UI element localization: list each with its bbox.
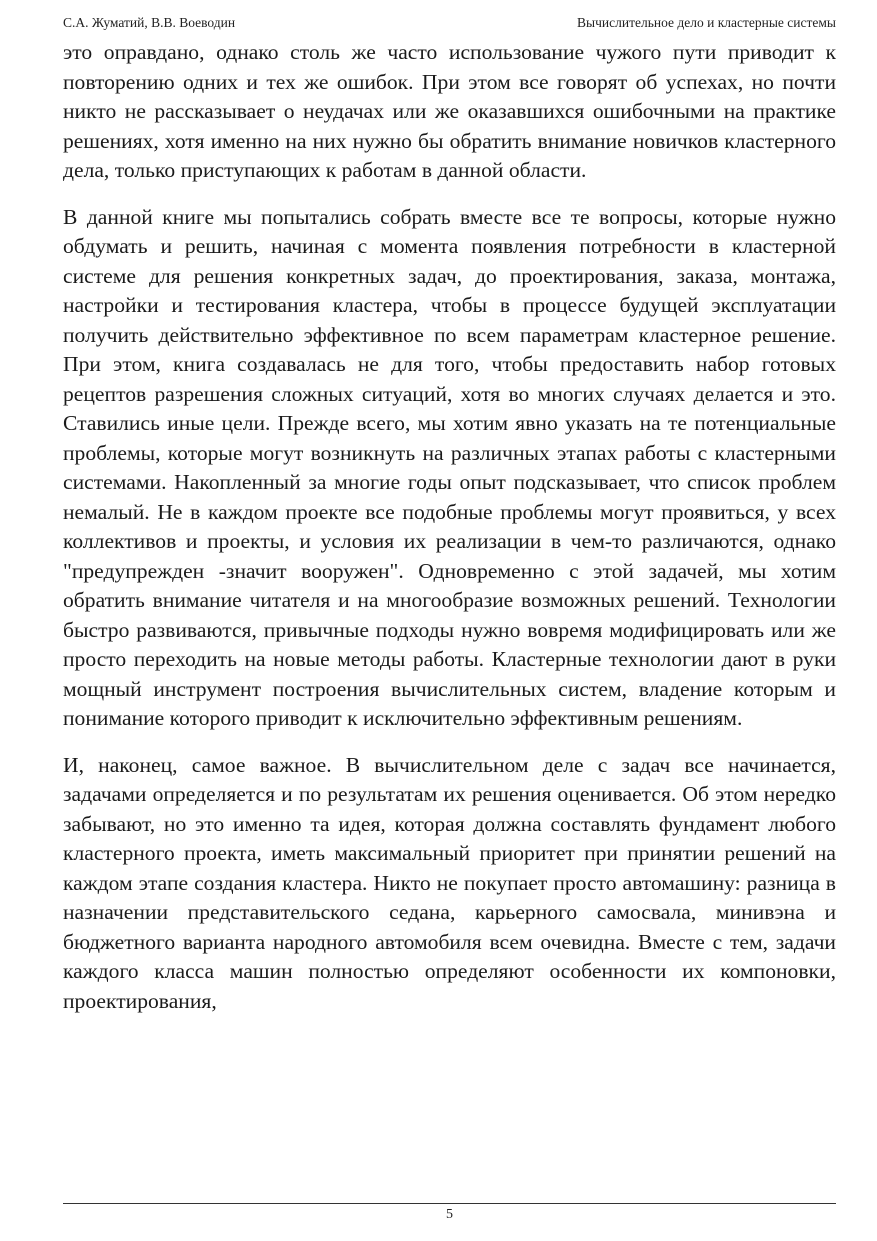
paragraph-1: это оправдано, однако столь же часто использование чужого пути приводит к повторению одних и тех же ошибок. При этом все говорят об успехах, но почти никто не рассказывает о неудачах или же оказавшихся ошибочными на практике решениях, хотя именно на них нужно бы обратить внимание новичков кластерного дела, только приступающих к работам в данной области. bbox=[63, 40, 836, 182]
page-body bbox=[63, 38, 836, 1016]
header-book-title: Вычислительное дело и кластерные системы bbox=[577, 15, 836, 30]
paragraph-3: И, наконец, самое важное. В вычислительном деле с задач все начинается, задачами определяется и по результатам их решения оценивается. Об этом нередко забывают, но это именно та идея, которая должна составлять фундамент любого кластерного проекта, иметь максимальный приоритет при принятии решений на каждом этапе создания кластера. Никто не покупает просто автомашину: разница в назначении представительского седана, карьерного самосвала, минивэна и бюджетного варианта народного автомобиля всем очевидна. Вместе с тем, задачи каждого класса машин полностью определяют особенности их компоновки, проектирования, bbox=[63, 752, 836, 1013]
paragraph-2: В данной книге мы попытались собрать вместе все те вопросы, которые нужно обдумать и решить, начиная с момента появления потребности в кластерной системе для решения конкретных задач, до проектирования, заказа, монтажа, настройки и тестирования кластера, чтобы в процессе будущей эксплуатации получить действительно эффективное по всем параметрам кластерное решение. При этом, книга создавалась не для того, чтобы предоставить набор готовых рецептов разрешения сложных ситуаций, хотя во многих случаях делается и это. Ставились иные цели. Прежде всего, мы хотим явно указать на те потенциальные проблемы, которые могут возникнуть на различных этапах работы с кластерными системами. Накопленный за многие годы опыт подсказывает, что список проблем немалый. Не в каждом проекте все подобные проблемы могут проявиться, у всех коллективов и проекты, и условия их реализации в чем-то различаются, однако "предупрежден -значит вооружен". Одновременно с этой задачей, мы хотим обратить внимание читателя и на многообразие возможных решений. Технологии быстро развиваются, привычные подходы нужно вовремя модифицировать или же просто переходить на новые методы работы. Кластерные технологии дают в руки мощный инструмент построения вычислительных систем, владение которым и понимание которого приводит к исключительно эффективным решениям. bbox=[63, 204, 836, 730]
footer-divider bbox=[63, 1203, 836, 1204]
running-header bbox=[63, 15, 836, 35]
header-authors: С.А. Жуматий, В.В. Воеводин bbox=[63, 15, 236, 30]
page-number: 5 bbox=[446, 1207, 453, 1222]
